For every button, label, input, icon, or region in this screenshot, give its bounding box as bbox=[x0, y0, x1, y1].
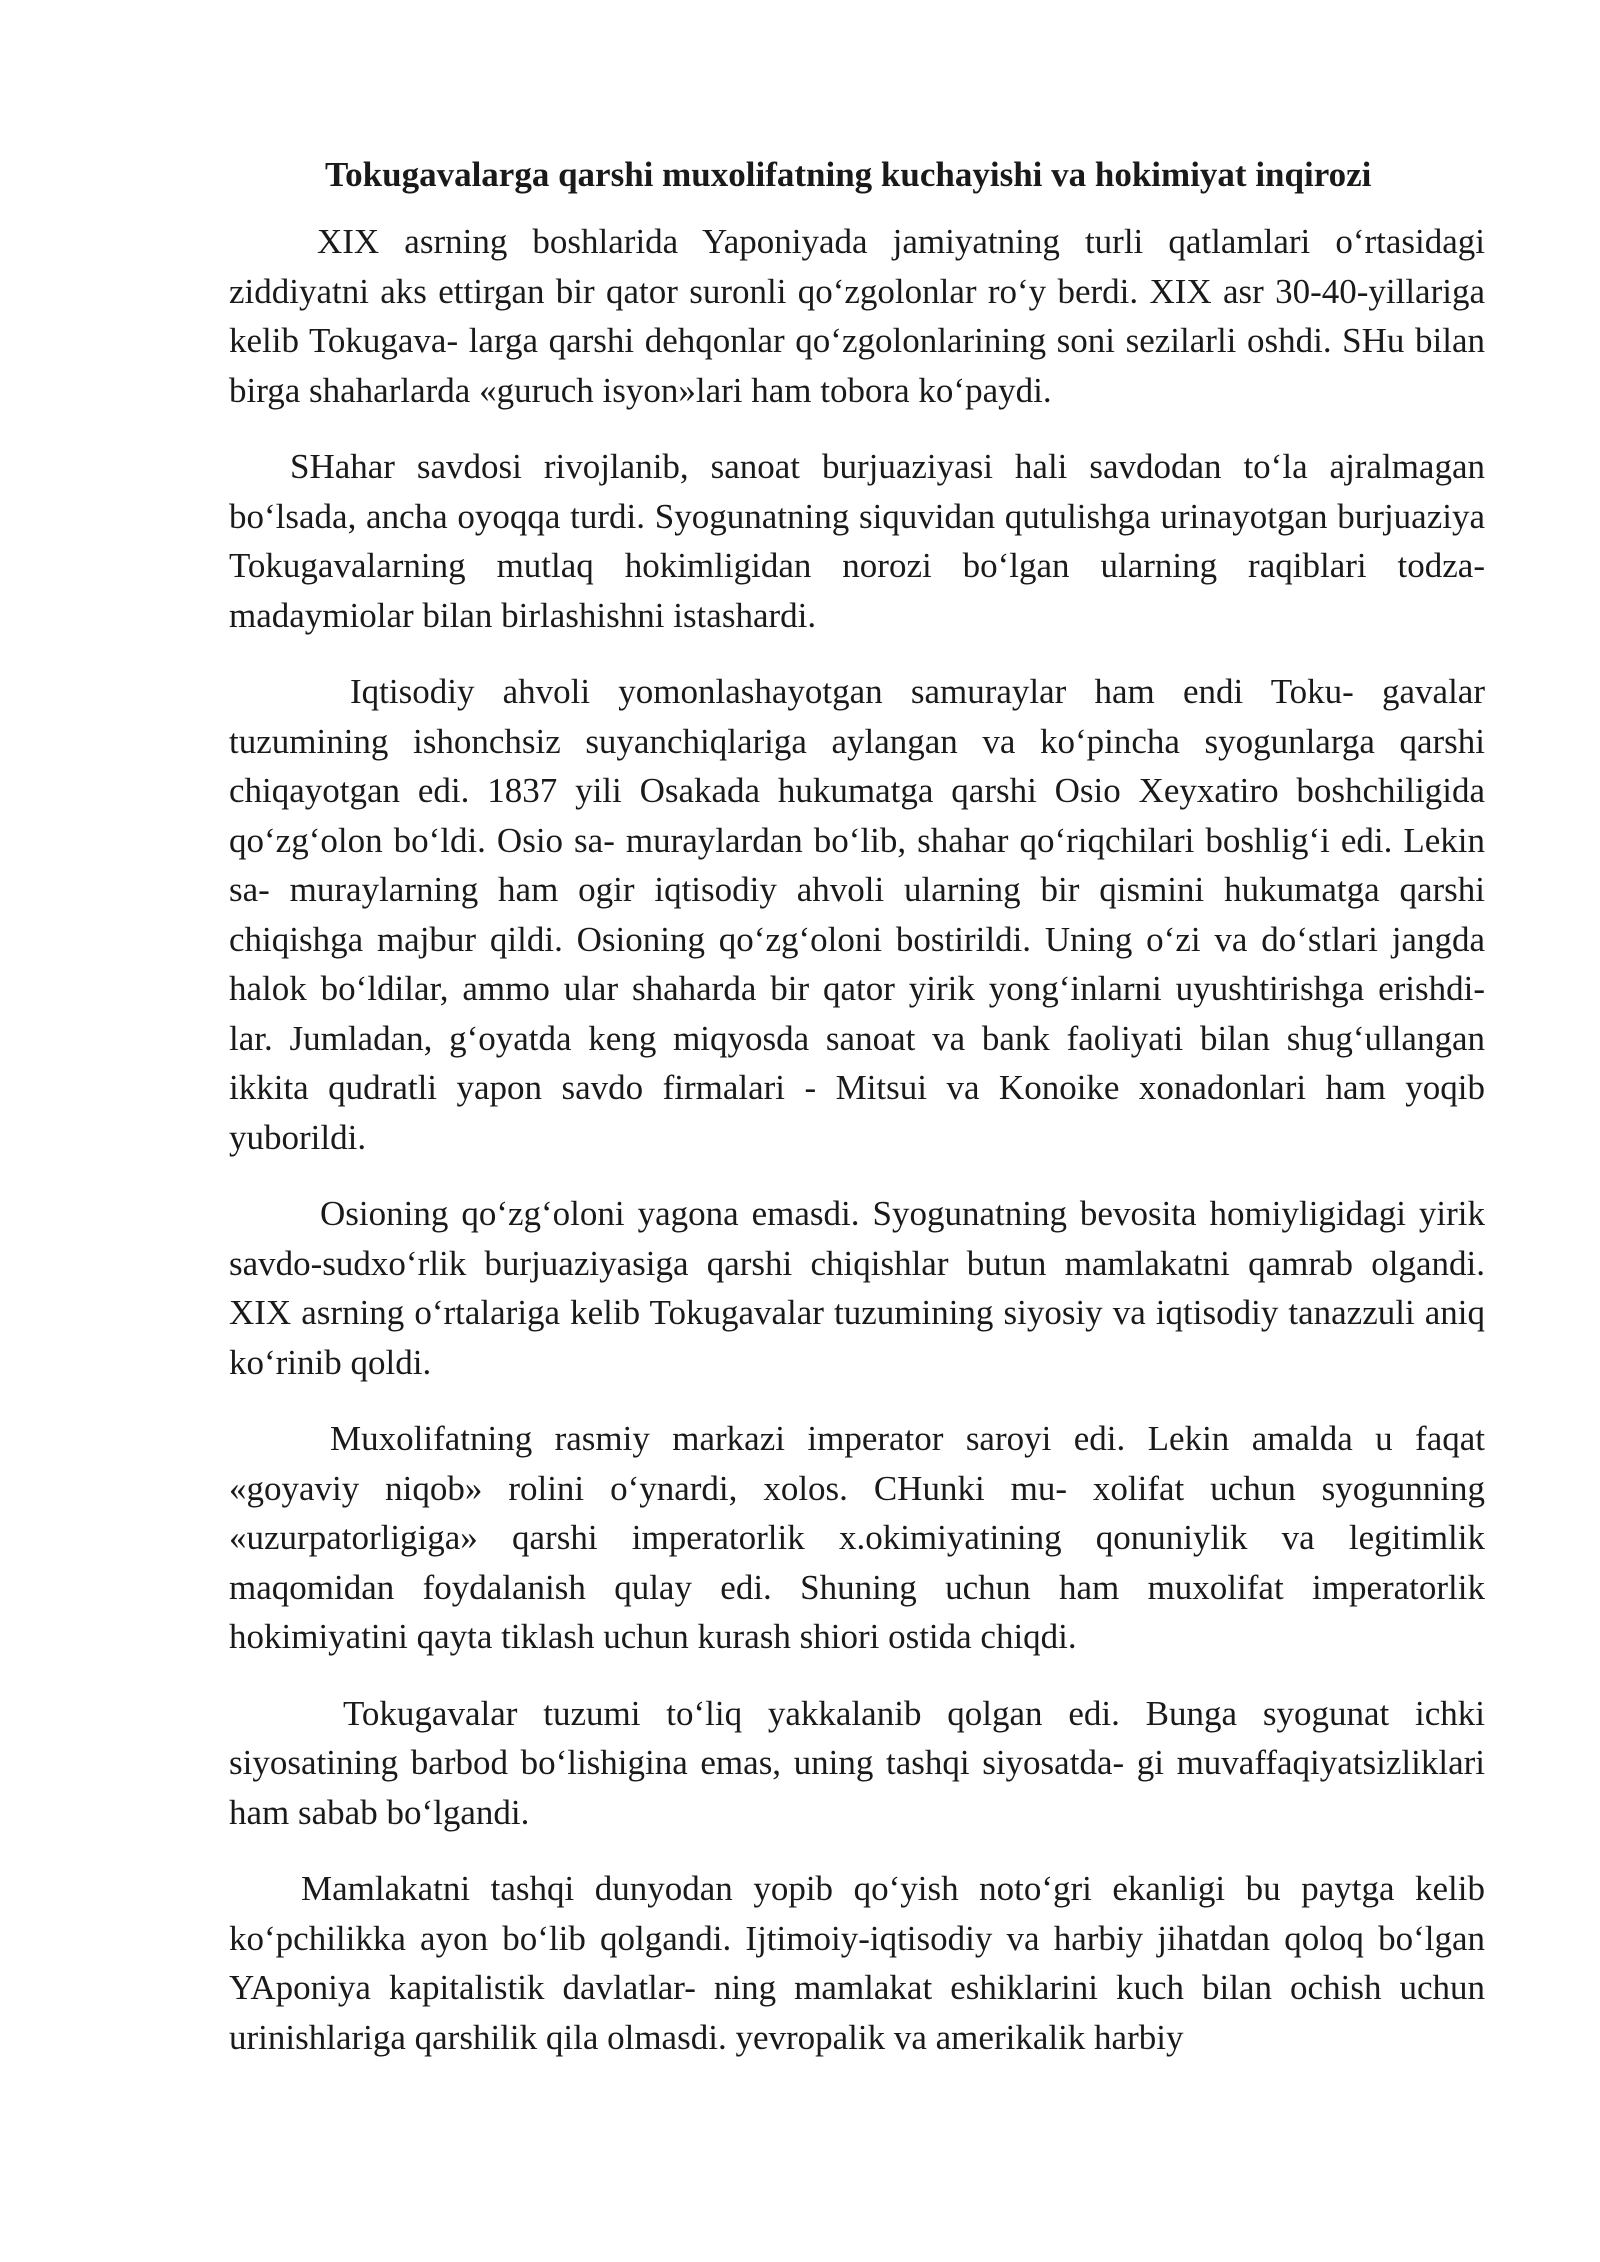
document-body bbox=[229, 150, 1485, 2089]
paragraph-2: SHahar savdosi rivojlanib, sanoat burjuaziyasi hali savdodan to‘la ajralmagan bo‘lsada, ancha oyoqqa turdi. Syogunatning siquvidan qutulishga urinayotgan burjuaziya Tokugavalarning mutlaq hokimligidan norozi bo‘lgan ularning raqiblari todza- madaymiolar bilan birlashishni istashardi. bbox=[229, 447, 1485, 635]
paragraph-5: Muxolifatning rasmiy markazi imperator saroyi edi. Lekin amalda u faqat «goyaviy niqob» rolini o‘ynardi, xolos. CHunki mu- xolifat uchun syogunning «uzurpatorligiga» qarshi imperatorlik x.okimiyatining qonuniylik va legitimlik maqomidan foydalanish qulay edi. Shuning uchun ham muxolifat imperatorlik hokimiyatini qayta tiklash uchun kurash shiori ostida chiqdi. bbox=[229, 1419, 1485, 1656]
paragraph-1: XIX asrning boshlarida Yaponiyada jamiyatning turli qatlamlari o‘rtasidagi ziddiyatni aks ettirgan bir qator suronli qo‘zgolonlar ro‘y berdi. XIX asr 30-40-yillariga kelib Tokugava- larga qarshi dehqonlar qo‘zgolonlarining soni sezilarli oshdi. SHu bilan birga shaharlarda «guruch isyon»lari ham tobora ko‘paydi. bbox=[229, 222, 1485, 410]
paragraph-6: Tokugavalar tuzumi to‘liq yakkalanib qolgan edi. Bunga syogunat ichki siyosatining barbod bo‘lishigina emas, uning tashqi siyosatda- gi muvaffaqiyatsizliklari ham sabab bo‘lgandi. bbox=[229, 1693, 1485, 1832]
paragraph-3: Iqtisodiy ahvoli yomonlashayotgan samuraylar ham endi Toku- gavalar tuzumining ishonchsiz suyanchiqlariga aylangan va ko‘pincha syogunlarga qarshi chiqayotgan edi. 1837 yili Osakada hukumatga qarshi Osio Xeyxatiro boshchiligida qo‘zg‘olon bo‘ldi. Osio sa- muraylardan bo‘lib, shahar qo‘riqchilari boshlig‘i edi. Lekin sa- muraylarning ham ogir iqtisodiy ahvoli ularning bir qismini hukumatga qarshi chiqishga majbur qildi. Osioning qo‘zg‘oloni bostirildi. Uning o‘zi va do‘stlari jangda halok bo‘ldilar, ammo ular shaharda bir qator yirik yong‘inlarni uyushtirishga erishdi- lar. Jumladan, g‘oyatda keng miqyosda sanoat va bank faoliyati bilan shug‘ullangan ikkita qudratli yapon savdo firmalari - Mitsui va Konoike xonadonlari ham yoqib yuborildi. bbox=[229, 672, 1485, 1157]
paragraph-4: Osioning qo‘zg‘oloni yagona emasdi. Syogunatning bevosita homiyligidagi yirik savdo-sudxo‘rlik burjuaziyasiga qarshi chiqishlar butun mamlakatni qamrab olgandi. XIX asrning o‘rtalariga kelib Tokugavalar tuzumining siyosiy va iqtisodiy tanazzuli aniq ko‘rinib qoldi. bbox=[229, 1194, 1485, 1382]
document-title: Tokugavalarga qarshi muxolifatning kuchayishi va hokimiyat inqirozi bbox=[325, 155, 1372, 194]
paragraph-7: Mamlakatni tashqi dunyodan yopib qo‘yish noto‘gri ekanligi bu paytga kelib ko‘pchilikka ayon bo‘lib qolgandi. Ijtimoiy-iqtisodiy va harbiy jihatdan qoloq bo‘lgan YAponiya kapitalistik davlatlar- ning mamlakat eshiklarini kuch bilan ochish uchun urinishlariga qarshilik qila olmasdi. yevropalik va amerikalik harbiy bbox=[229, 1869, 1485, 2057]
